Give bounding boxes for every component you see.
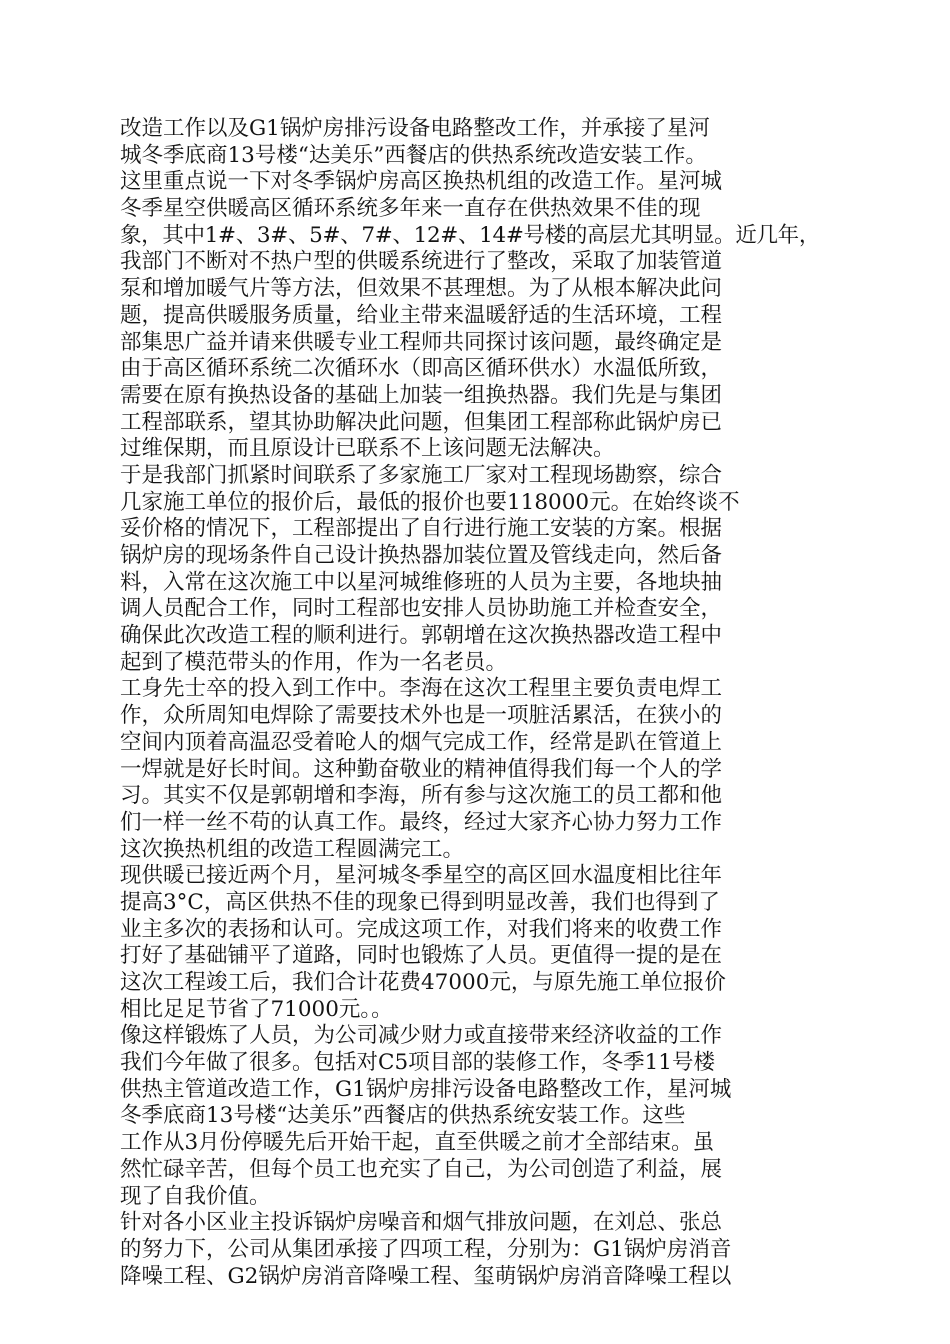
text-line: 相比足足节省了71000元。。 [120,996,393,1022]
text-line: 起到了模范带头的作用，作为一名老员。 [120,649,508,675]
text-line: 工作从3月份停暖先后开始干起，直至供暖之前才全部结束。虽 [120,1130,715,1156]
text-line: 几家施工单位的报价后，最低的报价也要118000元。在始终谈不 [120,489,740,515]
text-line: 城冬季底商13号楼“达美乐”西餐店的供热系统改造安装工作。 [120,142,707,168]
text-line: 作，众所周知电焊除了需要技术外也是一项脏活累活，在狭小的 [120,703,723,729]
text-line: 冬季底商13号楼“达美乐”西餐店的供热系统安装工作。这些 [120,1103,686,1129]
text-line: 空间内顶着高温忍受着呛人的烟气完成工作，经常是趴在管道上 [120,729,723,755]
text-line: 们一样一丝不苟的认真工作。最终，经过大家齐心协力努力工作 [120,809,723,835]
text-line: 供热主管道改造工作，G1锅炉房排污设备电路整改工作，星河城 [120,1076,732,1102]
text-line: 我们今年做了很多。包括对C5项目部的装修工作，冬季11号楼 [120,1050,715,1076]
text-line: 的努力下，公司从集团承接了四项工程，分别为：G1锅炉房消音 [120,1236,732,1262]
text-line: 由于高区循环系统二次循环水（即高区循环供水）水温低所致， [120,356,723,382]
text-line: 工身先士卒的投入到工作中。李海在这次工程里主要负责电焊工 [120,676,723,702]
text-line: 这次工程竣工后，我们合计花费47000元，与原先施工单位报价 [120,970,726,995]
text-line: 这次换热机组的改造工程圆满完工。 [120,836,465,862]
text-line: 锅炉房的现场条件自己设计换热器加装位置及管线走向，然后备 [120,543,723,568]
text-line: 降噪工程、G2锅炉房消音降噪工程、玺萌锅炉房消音降噪工程以 [120,1263,732,1289]
text-line: 这里重点说一下对冬季锅炉房高区换热机组的改造工作。星河城 [120,169,723,195]
text-line: 业主多次的表扬和认可。完成这项工作，对我们将来的收费工作 [120,916,723,942]
text-line: 部集思广益并请来供暖专业工程师共同探讨该问题，最终确定是 [120,329,723,355]
text-line: 料，入常在这次施工中以星河城维修班的人员为主要，各地块抽 [120,569,723,595]
text-line: 调人员配合工作，同时工程部也安排人员协助施工并检查安全， [120,596,723,622]
text-line: 需要在原有换热设备的基础上加装一组换热器。我们先是与集团 [120,382,723,408]
text-line: 提高3°C，高区供热不佳的现象已得到明显改善，我们也得到了 [120,889,720,915]
text-line: 泵和增加暖气片等方法，但效果不甚理想。为了从根本解决此问 [120,276,723,302]
text-line: 冬季星空供暖高区循环系统多年来一直存在供热效果不佳的现 [120,196,701,222]
text-line: 然忙碌辛苦，但每个员工也充实了自己，为公司创造了利益，展 [120,1156,723,1182]
text-line: 我部门不断对不热户型的供暖系统进行了整改，采取了加装管道 [120,249,723,275]
text-line: 于是我部门抓紧时间联系了多家施工厂家对工程现场勘察，综合 [120,462,723,488]
text-line: 习。其实不仅是郭朝增和李海，所有参与这次施工的员工都和他 [120,783,723,809]
text-line: 现供暖已接近两个月，星河城冬季星空的高区回水温度相比往年 [120,863,723,889]
text-line: 针对各小区业主投诉锅炉房噪音和烟气排放问题，在刘总、张总 [120,1210,723,1236]
text-line: 妥价格的情况下，工程部提出了自行进行施工安装的方案。根据 [120,516,723,542]
text-line: 改造工作以及G1锅炉房排污设备电路整改工作，并承接了星河 [120,116,710,141]
text-line: 象，其中1#、3#、5#、7#、12#、14#号楼的高层尤其明显。近几年， [120,222,820,248]
text-line: 现了自我价值。 [120,1183,271,1209]
text-line: 过维保期，而且原设计已联系不上该问题无法解决。 [120,436,615,462]
text-line: 打好了基础铺平了道路，同时也锻炼了人员。更值得一提的是在 [120,943,723,969]
text-line: 题，提高供暖服务质量，给业主带来温暖舒适的生活环境，工程 [120,302,723,328]
text-line: 一焊就是好长时间。这种勤奋敬业的精神值得我们每一个人的学 [120,756,723,782]
text-line: 确保此次改造工程的顺利进行。郭朝增在这次换热器改造工程中 [120,623,723,649]
text-line: 工程部联系，望其协助解决此问题，但集团工程部称此锅炉房已 [120,409,723,435]
body-text [120,116,820,1290]
text-line: 像这样锻炼了人员，为公司减少财力或直接带来经济收益的工作 [120,1023,723,1049]
